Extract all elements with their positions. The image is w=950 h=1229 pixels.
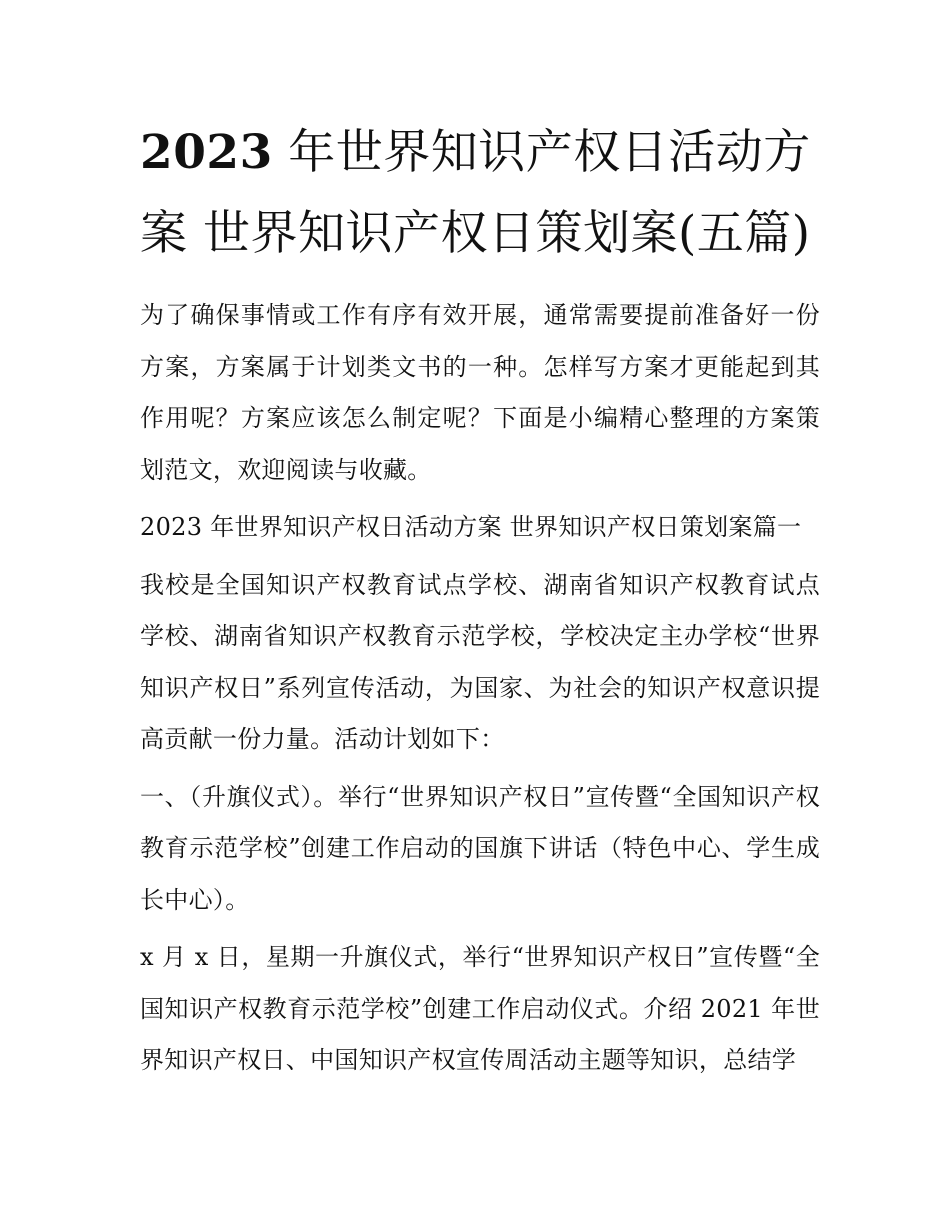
section-heading: 2023 年世界知识产权日活动方案 世界知识产权日策划案篇一 — [140, 513, 802, 541]
title-text: 年世界知识产权日活动方案 世界知识产权日策划案(五篇) — [140, 125, 811, 261]
document-title — [140, 112, 820, 274]
title-year: 2023 — [140, 125, 273, 180]
document-body — [140, 290, 820, 1087]
body-paragraph: 我校是全国知识产权教育试点学校、湖南省知识产权教育试点学校、湖南省知识产权教育示范学校，学校决定主办学校“世界知识产权日”系列宣传活动，为国家、为社会的知识产权意识提高贡献一份力量。活动计划如下： — [140, 570, 820, 753]
intro-paragraph: 为了确保事情或工作有序有效开展，通常需要提前准备好一份方案，方案属于计划类文书的一种。怎样写方案才更能起到其作用呢？方案应该怎么制定呢？下面是小编精心整理的方案策划范文，欢迎阅读与收藏。 — [140, 301, 820, 484]
body-paragraph: x 月 x 日，星期一升旗仪式，举行“世界知识产权日”宣传暨“全国知识产权教育示范学校”创建工作启动仪式。介绍 2021 年世界知识产权日、中国知识产权宣传周活动主题等知识，总结学 — [140, 943, 820, 1074]
body-paragraph: 一、（升旗仪式）。举行“世界知识产权日”宣传暨“全国知识产权教育示范学校”创建工作启动的国旗下讲话（特色中心、学生成长中心）。 — [140, 782, 820, 914]
document-page — [140, 112, 820, 1093]
